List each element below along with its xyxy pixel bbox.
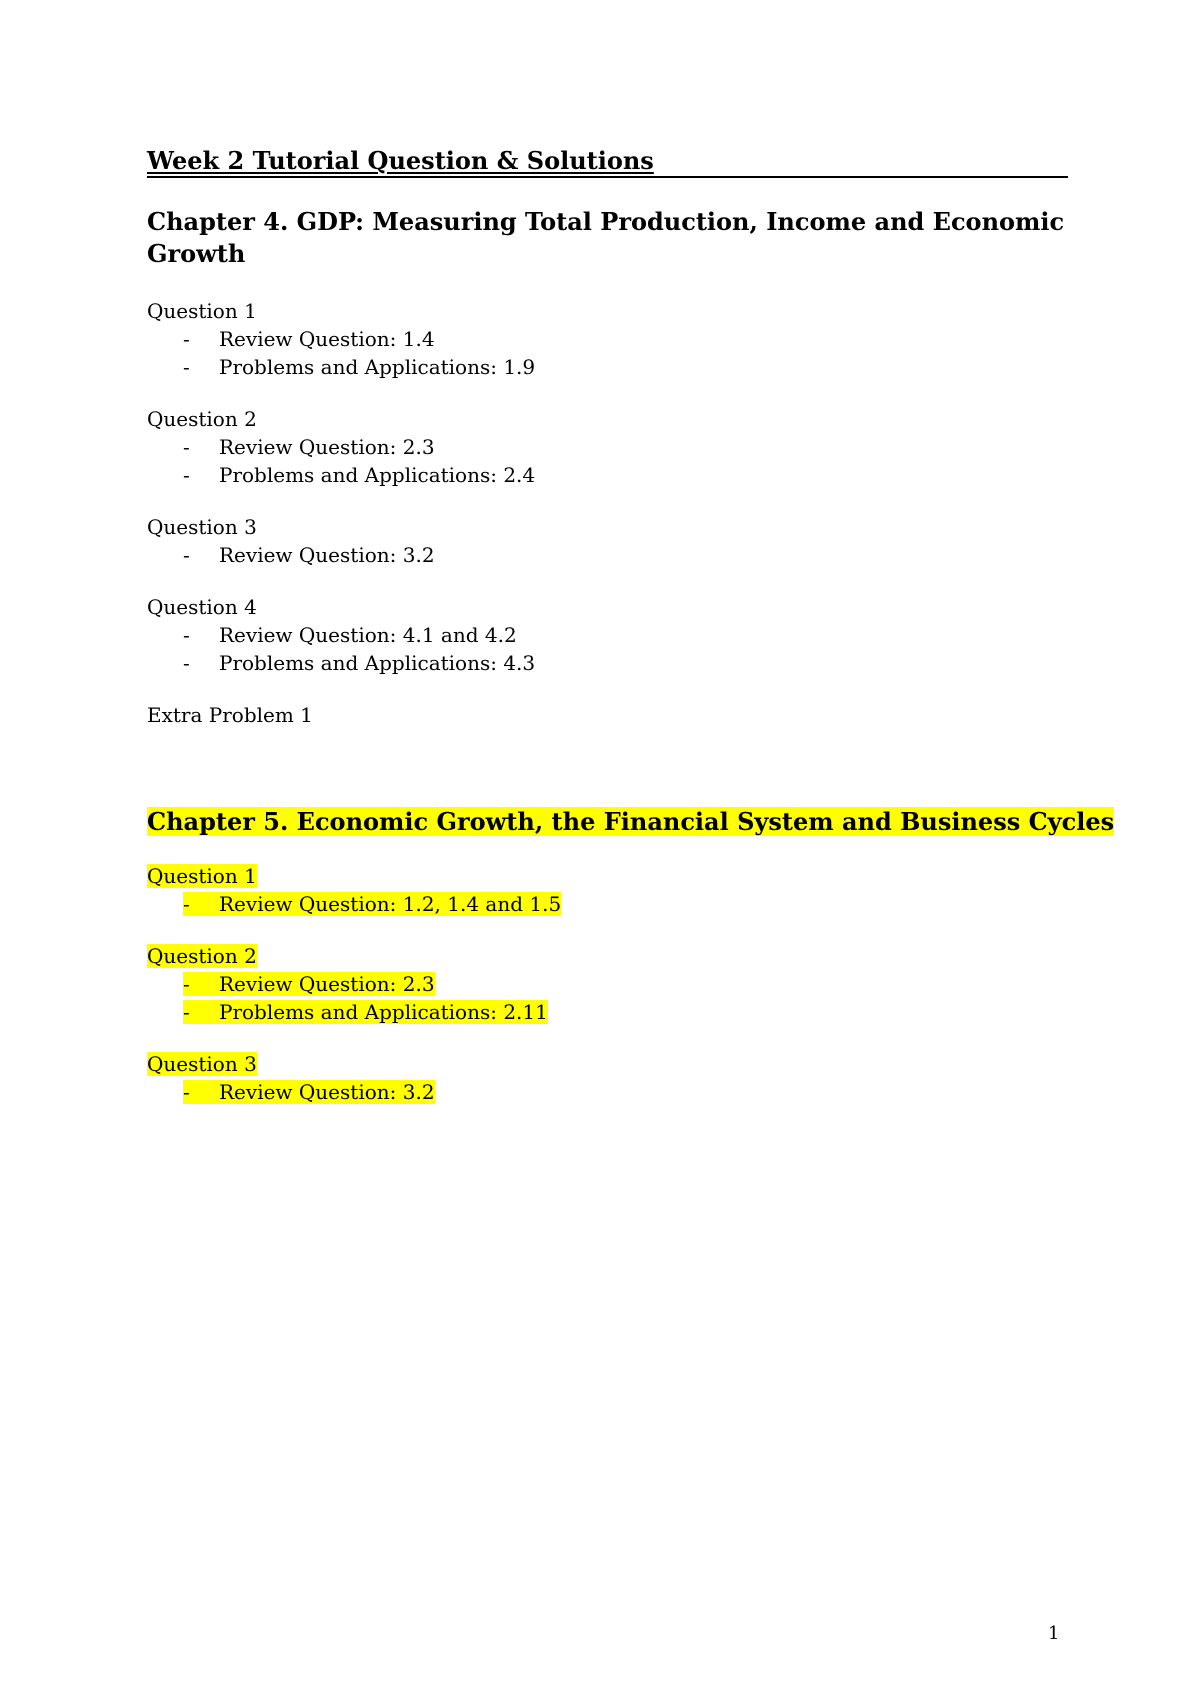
ch4-question-2-label: Question 2 [147,407,257,431]
chapter-4-heading: Chapter 4. GDP: Measuring Total Production, Income and Economic Growth [147,207,1065,268]
chapter-5-heading: Chapter 5. Economic Growth, the Financial System and Business Cycles [147,807,1115,836]
list-item: - Review Question: 2.3 [183,972,435,996]
ch5-question-1-label: Question 1 [147,864,257,888]
list-item: - Review Question: 4.1 and 4.2 [183,623,517,647]
list-item: - Review Question: 3.2 [183,543,435,567]
list-item: - Problems and Applications: 4.3 [183,651,536,675]
list-item: - Review Question: 3.2 [183,1080,435,1104]
list-item: - Problems and Applications: 1.9 [183,355,536,379]
ch5-question-3-label: Question 3 [147,1052,257,1076]
ch4-extra-problem-label: Extra Problem 1 [147,703,313,727]
ch4-question-4-label: Question 4 [147,595,257,619]
list-item: - Problems and Applications: 2.11 [183,1000,548,1024]
document-title: Week 2 Tutorial Question & Solutions [147,146,1068,178]
ch4-question-3-label: Question 3 [147,515,257,539]
list-item: - Review Question: 1.4 [183,327,435,351]
ch4-question-1-label: Question 1 [147,299,257,323]
list-item: - Review Question: 1.2, 1.4 and 1.5 [183,892,562,916]
ch5-question-2-label: Question 2 [147,944,257,968]
list-item: - Problems and Applications: 2.4 [183,463,536,487]
page-number: 1 [1048,1623,1060,1644]
list-item: - Review Question: 2.3 [183,435,435,459]
